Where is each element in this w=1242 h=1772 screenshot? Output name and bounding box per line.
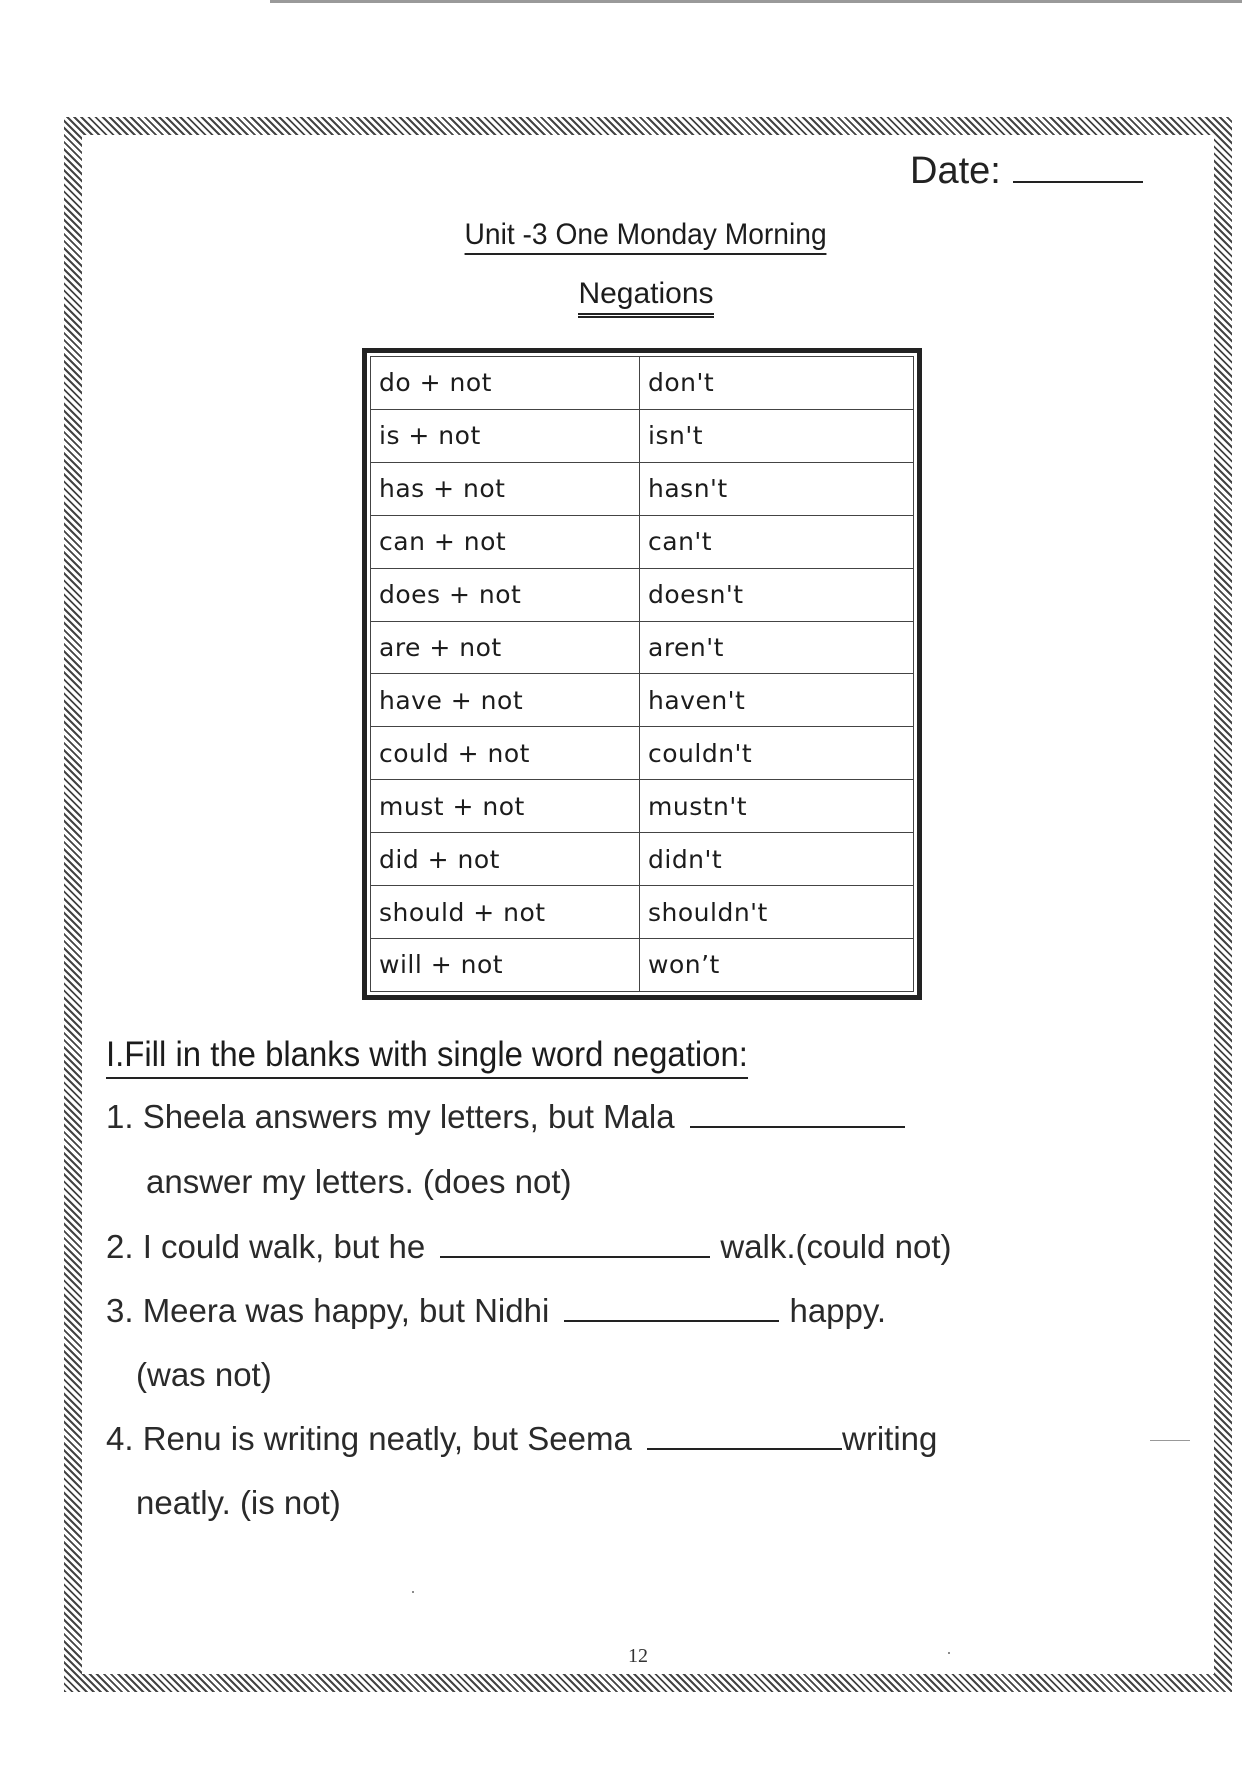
question-3-blank[interactable] — [564, 1294, 779, 1322]
table-cell-expansion: must + not — [371, 780, 640, 833]
question-4-line-1 — [106, 1420, 937, 1458]
table-row — [371, 886, 914, 939]
table-cell-expansion: has + not — [371, 462, 640, 515]
question-3-line-1 — [106, 1292, 886, 1330]
question-1-text: 1. Sheela answers my letters, but Mala — [106, 1098, 675, 1135]
table-cell-expansion: can + not — [371, 515, 640, 568]
table-row — [371, 515, 914, 568]
question-3-text: 3. Meera was happy, but Nidhi — [106, 1292, 550, 1329]
table-cell-contraction: shouldn't — [640, 886, 914, 939]
table-row — [371, 409, 914, 462]
page-title: Unit -3 One Monday Morning — [465, 218, 827, 255]
table-row — [371, 938, 914, 991]
question-4-continuation: writing — [842, 1420, 938, 1457]
exercise-heading: I.Fill in the blanks with single word negation: — [106, 1035, 748, 1079]
table-cell-contraction: didn't — [640, 833, 914, 886]
scan-edge — [270, 0, 1242, 3]
scan-speck — [412, 1591, 414, 1593]
table-row — [371, 357, 914, 410]
question-4-blank[interactable] — [647, 1422, 842, 1450]
question-2-blank[interactable] — [440, 1230, 710, 1258]
table-row — [371, 674, 914, 727]
table-cell-contraction: won’t — [640, 938, 914, 991]
table-cell-contraction: mustn't — [640, 780, 914, 833]
question-2-text: 2. I could walk, but he — [106, 1228, 426, 1265]
date-blank[interactable] — [1013, 151, 1143, 183]
table-row — [371, 462, 914, 515]
date-label: Date: — [910, 150, 1001, 192]
question-4-text: 4. Renu is writing neatly, but Seema — [106, 1420, 632, 1457]
page-number: 12 — [628, 1645, 648, 1667]
question-4-hint: neatly. (is not) — [136, 1484, 341, 1521]
question-1-line-1 — [106, 1098, 905, 1136]
question-2-line — [106, 1228, 951, 1266]
question-1-line-2 — [146, 1163, 572, 1201]
table-row — [371, 833, 914, 886]
table-cell-expansion: are + not — [371, 621, 640, 674]
table-cell-contraction: couldn't — [640, 727, 914, 780]
question-3-hint: (was not) — [136, 1356, 272, 1393]
table-cell-expansion: do + not — [371, 357, 640, 410]
page-subtitle: Negations — [578, 277, 713, 318]
table-cell-expansion: is + not — [371, 409, 640, 462]
page-title-row — [0, 218, 1242, 255]
table-cell-contraction: doesn't — [640, 568, 914, 621]
table-cell-expansion: should + not — [371, 886, 640, 939]
table-cell-contraction: aren't — [640, 621, 914, 674]
question-2-continuation: walk.(could not) — [720, 1228, 952, 1265]
scan-speck — [948, 1652, 950, 1654]
question-1-blank[interactable] — [690, 1100, 905, 1128]
table-row — [371, 780, 914, 833]
table-row — [371, 621, 914, 674]
question-3-line-2 — [136, 1356, 272, 1394]
negations-table-body — [371, 357, 914, 992]
scan-mark — [1150, 1440, 1190, 1441]
table-row — [371, 568, 914, 621]
table-cell-expansion: will + not — [371, 938, 640, 991]
table-cell-contraction: isn't — [640, 409, 914, 462]
table-cell-expansion: does + not — [371, 568, 640, 621]
question-4-line-2 — [136, 1484, 341, 1522]
table-row — [371, 727, 914, 780]
table-cell-contraction: don't — [640, 357, 914, 410]
page-subtitle-row — [0, 277, 1242, 318]
negations-table — [362, 348, 922, 1000]
table-cell-expansion: could + not — [371, 727, 640, 780]
table-cell-expansion: have + not — [371, 674, 640, 727]
date-field — [910, 150, 1143, 193]
question-1-continuation: answer my letters. (does not) — [146, 1163, 572, 1200]
table-cell-contraction: hasn't — [640, 462, 914, 515]
question-3-continuation: happy. — [789, 1292, 887, 1329]
table-cell-expansion: did + not — [371, 833, 640, 886]
table-cell-contraction: can't — [640, 515, 914, 568]
table-cell-contraction: haven't — [640, 674, 914, 727]
